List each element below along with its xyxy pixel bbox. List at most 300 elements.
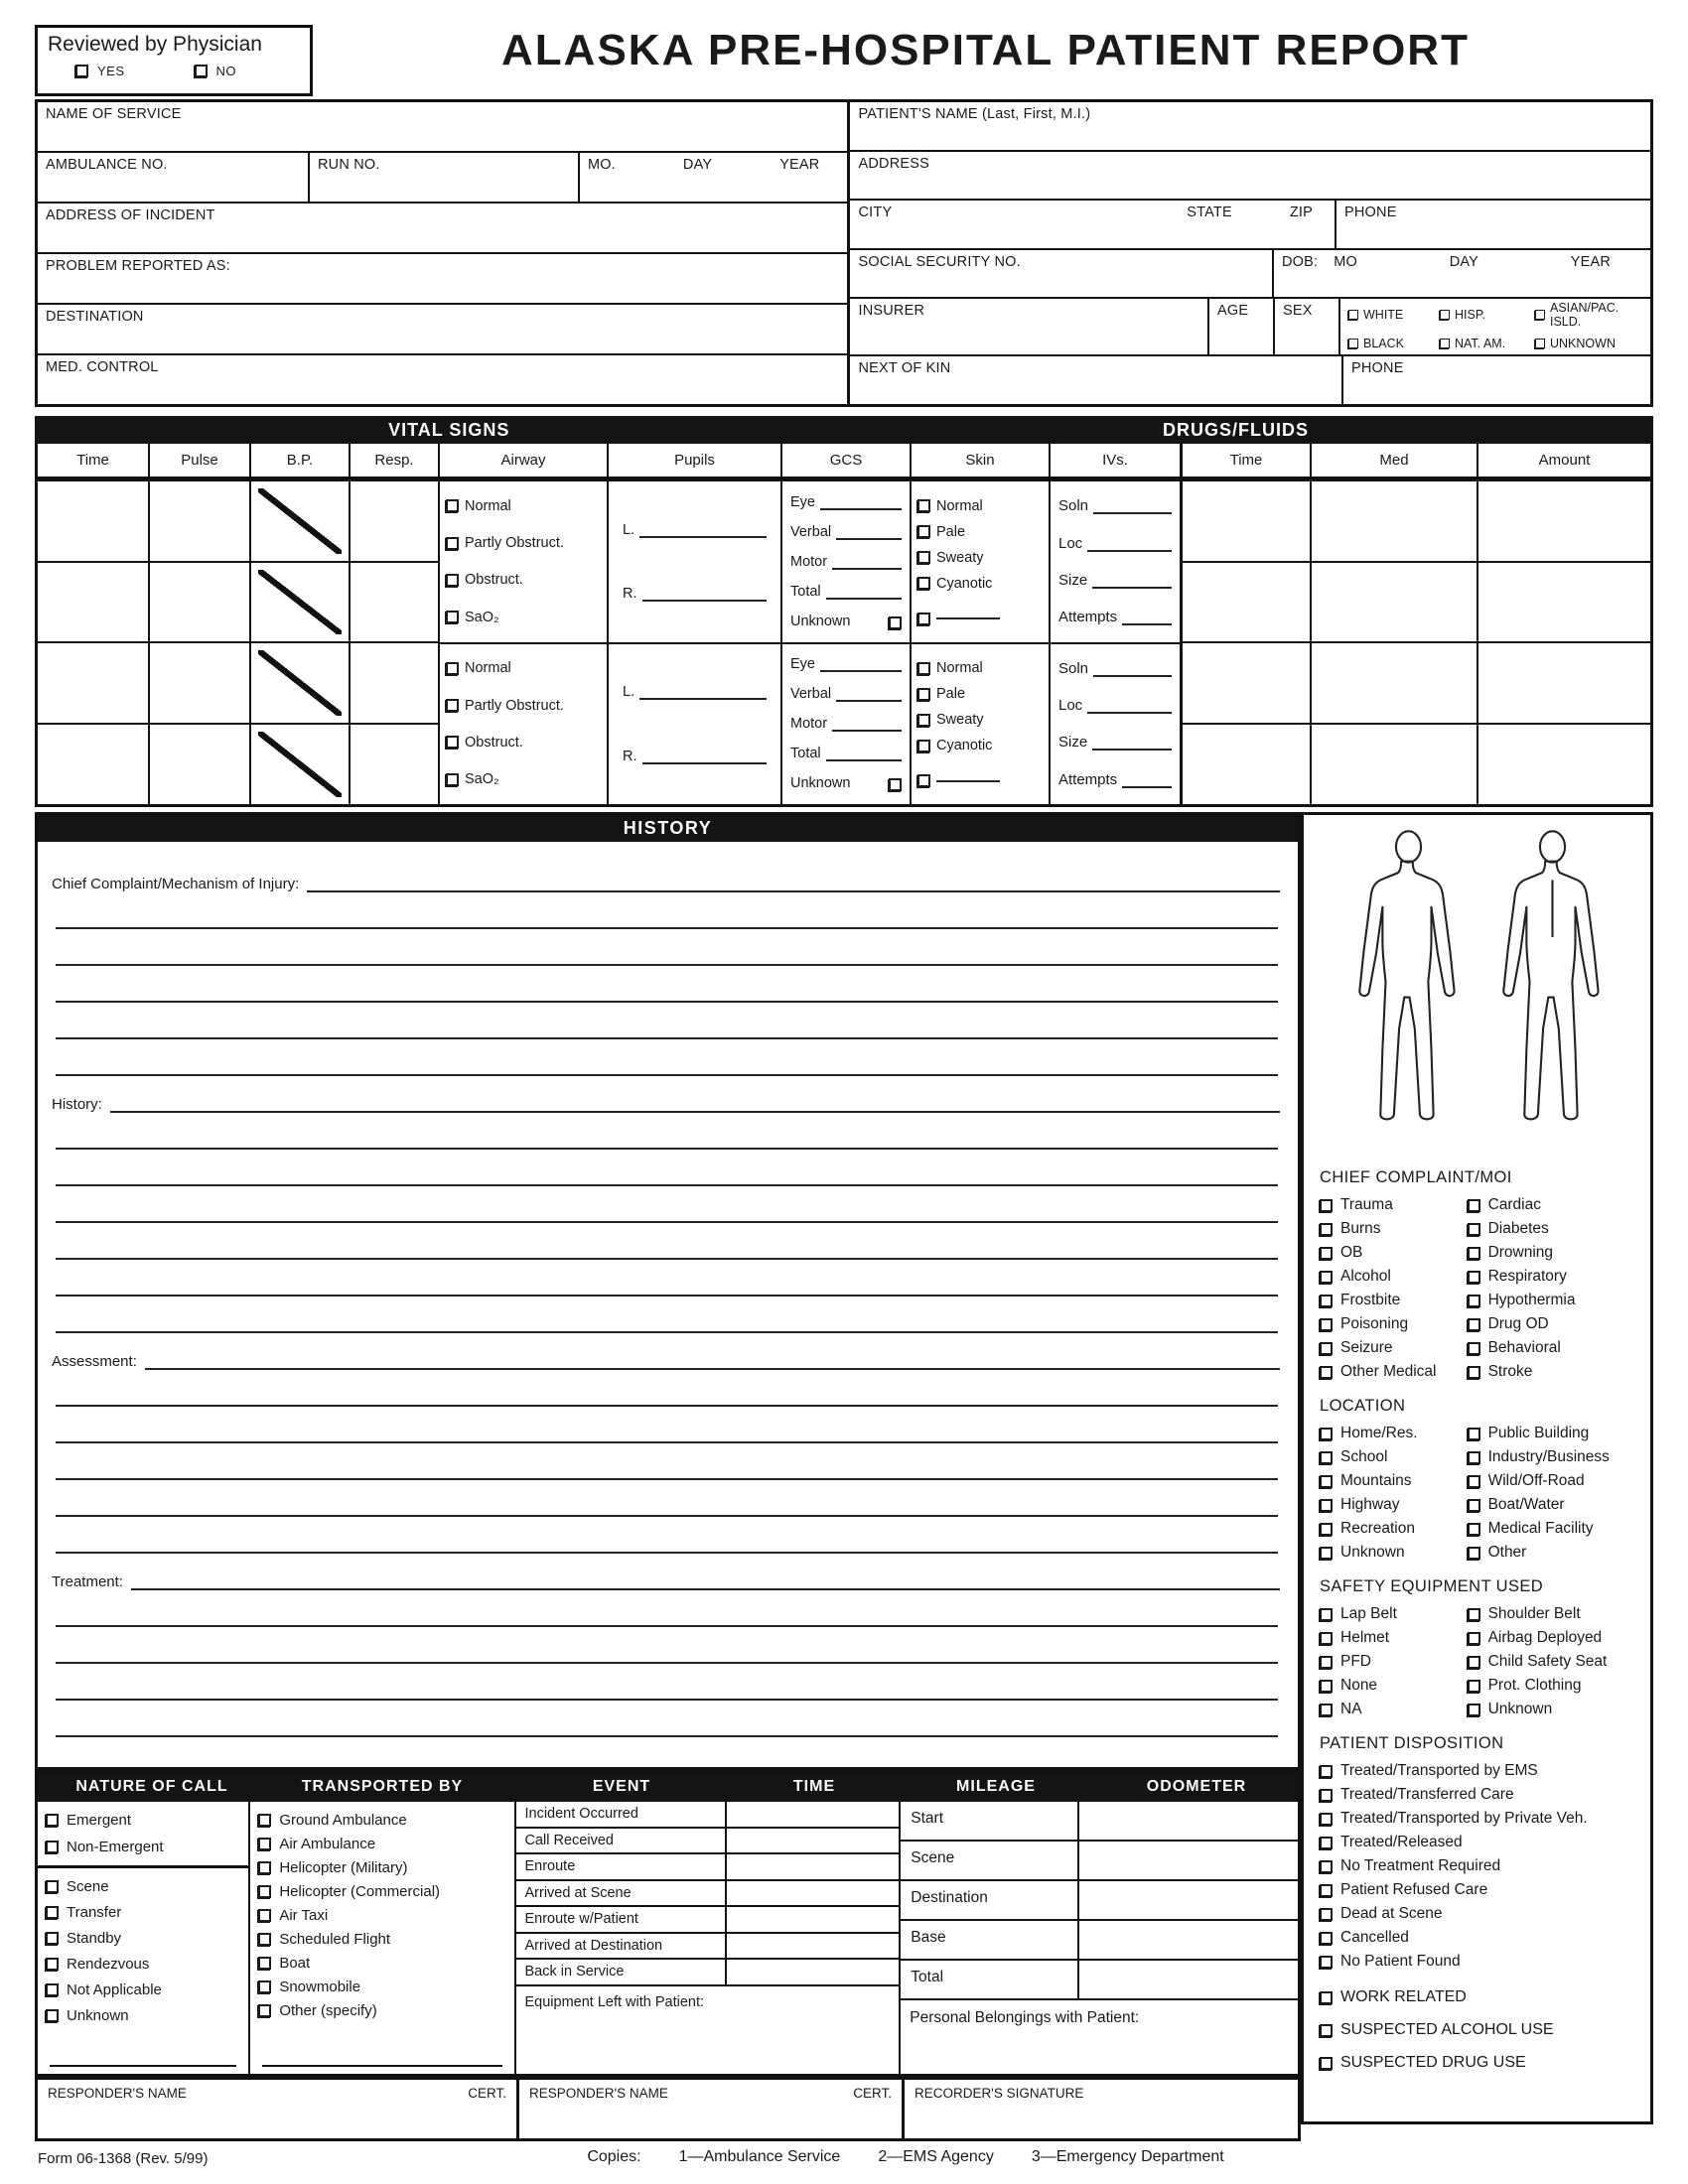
- checkbox-icon[interactable]: [1468, 1428, 1480, 1440]
- iv-field-input[interactable]: [1122, 623, 1172, 625]
- checkbox-icon[interactable]: [46, 1983, 59, 1996]
- airway-option[interactable]: [446, 535, 601, 551]
- checkbox-icon[interactable]: [46, 1841, 59, 1853]
- skin-option[interactable]: [917, 686, 1043, 702]
- checkbox-icon[interactable]: [46, 1932, 59, 1945]
- drug-med-cell[interactable]: [1312, 561, 1477, 642]
- writing-line[interactable]: [56, 1517, 1278, 1554]
- drug-med-cell[interactable]: [1312, 479, 1477, 561]
- responder2-signature-box[interactable]: [516, 2080, 902, 2138]
- airway-option[interactable]: [446, 771, 601, 787]
- ambulance-no-field[interactable]: AMBULANCE NO.: [46, 157, 168, 173]
- chief-complaint-option[interactable]: [1320, 1315, 1468, 1333]
- incident-date-field[interactable]: [578, 153, 847, 202]
- checkbox-icon[interactable]: [1468, 1499, 1480, 1512]
- checkbox-icon[interactable]: [258, 1838, 271, 1850]
- city-state-zip-field[interactable]: [850, 201, 1335, 248]
- race-option[interactable]: [1348, 337, 1440, 350]
- writing-line[interactable]: [56, 1186, 1278, 1223]
- writing-line[interactable]: [56, 1297, 1278, 1333]
- odometer-cell[interactable]: [1077, 1842, 1298, 1879]
- drug-amount-cell[interactable]: [1478, 561, 1650, 642]
- patient-disposition-option[interactable]: [1320, 1953, 1640, 1971]
- nature-option[interactable]: [46, 1904, 240, 1921]
- kin-phone-field[interactable]: PHONE: [1341, 356, 1650, 404]
- chief-complaint-input[interactable]: [307, 890, 1280, 892]
- checkbox-icon[interactable]: [258, 1980, 271, 1993]
- chief-complaint-option[interactable]: [1320, 1292, 1468, 1309]
- airway-option[interactable]: [446, 698, 601, 714]
- chief-complaint-option[interactable]: [1468, 1315, 1640, 1333]
- nature-option[interactable]: [46, 1981, 240, 1998]
- iv-field-input[interactable]: [1092, 749, 1172, 751]
- checkbox-icon[interactable]: [1468, 1608, 1480, 1621]
- vital-bp-cell[interactable]: [251, 641, 349, 723]
- writing-line[interactable]: [56, 1150, 1278, 1186]
- chief-complaint-option[interactable]: [1468, 1244, 1640, 1262]
- transported-by-option[interactable]: [258, 1812, 506, 1829]
- transported-by-option[interactable]: [258, 1979, 506, 1995]
- vital-time-cell[interactable]: [38, 723, 148, 804]
- chief-complaint-option[interactable]: [1468, 1363, 1640, 1381]
- assessment-input[interactable]: [145, 1368, 1280, 1370]
- chief-complaint-option[interactable]: [1468, 1220, 1640, 1238]
- gcs-field-input[interactable]: [836, 700, 902, 702]
- transported-by-option[interactable]: [258, 1836, 506, 1852]
- location-option[interactable]: [1320, 1425, 1468, 1442]
- airway-option[interactable]: [446, 498, 601, 514]
- gcs-field-input[interactable]: [820, 508, 902, 510]
- location-option[interactable]: [1468, 1544, 1640, 1562]
- checkbox-icon[interactable]: [917, 740, 930, 752]
- odometer-cell[interactable]: [1077, 1961, 1298, 1998]
- checkbox-icon[interactable]: [1468, 1366, 1480, 1379]
- checkbox-icon[interactable]: [1320, 1656, 1333, 1669]
- location-option[interactable]: [1468, 1520, 1640, 1538]
- skin-option[interactable]: [917, 660, 1043, 676]
- writing-line[interactable]: [56, 1627, 1278, 1664]
- writing-line[interactable]: [56, 892, 1278, 929]
- writing-line[interactable]: [56, 1590, 1278, 1627]
- patient-address-field[interactable]: ADDRESS: [858, 155, 929, 172]
- writing-line[interactable]: [56, 1003, 1278, 1039]
- checkbox-icon[interactable]: [917, 551, 930, 564]
- destination-field[interactable]: DESTINATION: [46, 309, 144, 325]
- patient-disposition-option[interactable]: [1320, 1762, 1640, 1780]
- patient-disposition-option[interactable]: [1320, 1810, 1640, 1828]
- vital-resp-cell[interactable]: [351, 723, 438, 804]
- checkbox-icon[interactable]: [1468, 1523, 1480, 1536]
- nature-option[interactable]: [46, 1812, 240, 1829]
- location-option[interactable]: [1320, 1520, 1468, 1538]
- skin-other-option[interactable]: [917, 774, 1043, 787]
- skin-other-option[interactable]: [917, 613, 1043, 625]
- checkbox-icon[interactable]: [446, 662, 459, 675]
- reviewed-no-option[interactable]: [195, 64, 237, 78]
- airway-option[interactable]: [446, 610, 601, 625]
- skin-option[interactable]: [917, 498, 1043, 514]
- airway-option[interactable]: [446, 735, 601, 751]
- checkbox-icon[interactable]: [1320, 1499, 1333, 1512]
- checkbox-icon[interactable]: [1535, 310, 1545, 320]
- checkbox-icon[interactable]: [1320, 1199, 1333, 1212]
- race-option[interactable]: [1535, 337, 1642, 350]
- checkbox-icon[interactable]: [917, 499, 930, 512]
- pupil-right-input[interactable]: [642, 762, 768, 764]
- odometer-cell[interactable]: [1077, 1921, 1298, 1959]
- event-time-cell[interactable]: [725, 1802, 899, 1827]
- nature-option[interactable]: [46, 1839, 240, 1855]
- name-of-service-field[interactable]: NAME OF SERVICE: [46, 106, 182, 122]
- checkbox-icon[interactable]: [258, 2004, 271, 2017]
- safety-equipment-option[interactable]: [1320, 1653, 1468, 1671]
- flag-option[interactable]: [1320, 1988, 1640, 2006]
- event-time-cell[interactable]: [725, 1881, 899, 1906]
- writing-line[interactable]: [56, 966, 1278, 1003]
- problem-reported-field[interactable]: PROBLEM REPORTED AS:: [46, 258, 230, 274]
- sex-field[interactable]: SEX: [1273, 299, 1338, 354]
- checkbox-icon[interactable]: [258, 1957, 271, 1970]
- vital-time-cell[interactable]: [38, 479, 148, 561]
- event-time-cell[interactable]: [725, 1854, 899, 1879]
- checkbox-icon[interactable]: [1468, 1475, 1480, 1488]
- transported-by-option[interactable]: [258, 1931, 506, 1948]
- vital-pulse-cell[interactable]: [150, 561, 249, 642]
- checkbox-icon[interactable]: [1320, 2057, 1333, 2070]
- checkbox-icon[interactable]: [46, 1880, 59, 1893]
- chief-complaint-option[interactable]: [1320, 1196, 1468, 1214]
- checkbox-icon[interactable]: [917, 774, 930, 787]
- gcs-field-input[interactable]: [836, 538, 902, 540]
- iv-field-input[interactable]: [1122, 786, 1172, 788]
- event-time-cell[interactable]: [725, 1907, 899, 1932]
- chief-complaint-option[interactable]: [1320, 1220, 1468, 1238]
- checkbox-icon[interactable]: [1320, 1247, 1333, 1260]
- checkbox-icon[interactable]: [258, 1933, 271, 1946]
- writing-line[interactable]: [56, 1113, 1278, 1150]
- checkbox-icon[interactable]: [446, 574, 459, 587]
- location-option[interactable]: [1320, 1448, 1468, 1466]
- checkbox-icon[interactable]: [258, 1814, 271, 1827]
- treatment-input[interactable]: [131, 1588, 1280, 1590]
- checkbox-icon[interactable]: [917, 688, 930, 701]
- checkbox-icon[interactable]: [446, 736, 459, 749]
- chief-complaint-option[interactable]: [1320, 1268, 1468, 1286]
- nature-option[interactable]: [46, 1956, 240, 1973]
- recorder-signature-box[interactable]: [902, 2080, 1298, 2138]
- gcs-field-input[interactable]: [832, 730, 902, 732]
- location-option[interactable]: [1320, 1472, 1468, 1490]
- checkbox-icon[interactable]: [1320, 1956, 1333, 1969]
- dob-field[interactable]: [1272, 250, 1650, 298]
- blank-signature-line[interactable]: [50, 2065, 236, 2067]
- skin-option[interactable]: [917, 576, 1043, 592]
- writing-line[interactable]: [56, 1664, 1278, 1701]
- writing-line[interactable]: [56, 1443, 1278, 1480]
- checkbox-icon[interactable]: [1320, 1608, 1333, 1621]
- checkbox-icon[interactable]: [1468, 1247, 1480, 1260]
- checkbox-icon[interactable]: [446, 611, 459, 623]
- gcs-field-input[interactable]: [826, 759, 902, 761]
- safety-equipment-option[interactable]: [1468, 1677, 1640, 1695]
- patient-disposition-option[interactable]: [1320, 1834, 1640, 1851]
- vital-bp-cell[interactable]: [251, 723, 349, 804]
- location-option[interactable]: [1468, 1472, 1640, 1490]
- checkbox-icon[interactable]: [1468, 1199, 1480, 1212]
- vital-bp-cell[interactable]: [251, 561, 349, 642]
- checkbox-icon[interactable]: [1320, 1991, 1333, 2004]
- skin-option[interactable]: [917, 524, 1043, 540]
- writing-line[interactable]: [56, 1701, 1278, 1737]
- checkbox-icon[interactable]: [1320, 1342, 1333, 1355]
- checkbox-icon[interactable]: [1468, 1318, 1480, 1331]
- patient-disposition-option[interactable]: [1320, 1857, 1640, 1875]
- history-input[interactable]: [110, 1111, 1280, 1113]
- checkbox-icon[interactable]: [1320, 1523, 1333, 1536]
- vital-resp-cell[interactable]: [351, 561, 438, 642]
- chief-complaint-option[interactable]: [1320, 1339, 1468, 1357]
- checkbox-icon[interactable]: [1468, 1223, 1480, 1236]
- vital-resp-cell[interactable]: [351, 641, 438, 723]
- event-time-cell[interactable]: [725, 1829, 899, 1853]
- checkbox-icon[interactable]: [46, 1906, 59, 1919]
- checkbox-icon[interactable]: [917, 613, 930, 625]
- iv-field-input[interactable]: [1092, 587, 1172, 589]
- airway-option[interactable]: [446, 660, 601, 676]
- location-option[interactable]: [1320, 1544, 1468, 1562]
- responder1-signature-box[interactable]: [38, 2080, 516, 2138]
- skin-option[interactable]: [917, 738, 1043, 753]
- checkbox-icon[interactable]: [917, 577, 930, 590]
- checkbox-icon[interactable]: [1468, 1680, 1480, 1693]
- equipment-left-field[interactable]: Equipment Left with Patient:: [524, 1993, 705, 2010]
- writing-line[interactable]: [56, 1223, 1278, 1260]
- safety-equipment-option[interactable]: [1320, 1629, 1468, 1647]
- checkbox-icon[interactable]: [1320, 1765, 1333, 1778]
- gcs-field-input[interactable]: [826, 598, 902, 600]
- vital-bp-cell[interactable]: [251, 479, 349, 561]
- checkbox-icon[interactable]: [1320, 1837, 1333, 1849]
- drug-time-cell[interactable]: [1183, 561, 1310, 642]
- checkbox-icon[interactable]: [75, 65, 88, 77]
- vital-resp-cell[interactable]: [351, 479, 438, 561]
- checkbox-icon[interactable]: [1468, 1547, 1480, 1560]
- nature-option[interactable]: [46, 2007, 240, 2024]
- checkbox-icon[interactable]: [917, 525, 930, 538]
- iv-field-input[interactable]: [1093, 675, 1172, 677]
- checkbox-icon[interactable]: [446, 499, 459, 512]
- checkbox-icon[interactable]: [1440, 339, 1450, 348]
- checkbox-icon[interactable]: [1320, 1451, 1333, 1464]
- checkbox-icon[interactable]: [1320, 1884, 1333, 1897]
- nature-option[interactable]: [46, 1878, 240, 1895]
- pupil-left-input[interactable]: [639, 536, 767, 538]
- safety-equipment-option[interactable]: [1320, 1677, 1468, 1695]
- vital-time-cell[interactable]: [38, 641, 148, 723]
- race-option[interactable]: [1535, 301, 1642, 329]
- checkbox-icon[interactable]: [46, 2009, 59, 2022]
- gcs-field-input[interactable]: [832, 568, 902, 570]
- checkbox-icon[interactable]: [1468, 1271, 1480, 1284]
- airway-option[interactable]: [446, 572, 601, 588]
- vital-time-cell[interactable]: [38, 561, 148, 642]
- race-option[interactable]: [1440, 337, 1535, 350]
- checkbox-icon[interactable]: [446, 537, 459, 550]
- drug-amount-cell[interactable]: [1478, 479, 1650, 561]
- patient-disposition-option[interactable]: [1320, 1905, 1640, 1923]
- transported-by-option[interactable]: [258, 1955, 506, 1972]
- checkbox-icon[interactable]: [917, 662, 930, 675]
- drug-time-cell[interactable]: [1183, 723, 1310, 804]
- blank-signature-line[interactable]: [262, 2065, 502, 2067]
- pupil-right-input[interactable]: [642, 600, 768, 602]
- patient-phone-field[interactable]: PHONE: [1335, 201, 1650, 248]
- checkbox-icon[interactable]: [258, 1885, 271, 1898]
- safety-equipment-option[interactable]: [1468, 1701, 1640, 1718]
- patient-disposition-option[interactable]: [1320, 1881, 1640, 1899]
- chief-complaint-option[interactable]: [1468, 1196, 1640, 1214]
- checkbox-icon[interactable]: [1320, 1475, 1333, 1488]
- checkbox-icon[interactable]: [1468, 1342, 1480, 1355]
- iv-field-input[interactable]: [1087, 712, 1172, 714]
- checkbox-icon[interactable]: [1440, 310, 1450, 320]
- writing-line[interactable]: [56, 1407, 1278, 1443]
- odometer-cell[interactable]: [1077, 1881, 1298, 1919]
- transported-by-option[interactable]: [258, 1883, 506, 1900]
- nature-option[interactable]: [46, 1930, 240, 1947]
- checkbox-icon[interactable]: [1320, 1680, 1333, 1693]
- address-of-incident-field[interactable]: ADDRESS OF INCIDENT: [46, 207, 215, 223]
- drug-time-cell[interactable]: [1183, 479, 1310, 561]
- checkbox-icon[interactable]: [258, 1861, 271, 1874]
- location-option[interactable]: [1320, 1496, 1468, 1514]
- checkbox-icon[interactable]: [1320, 1632, 1333, 1645]
- checkbox-icon[interactable]: [1320, 1932, 1333, 1945]
- race-option[interactable]: [1440, 301, 1535, 329]
- flag-option[interactable]: [1320, 2021, 1640, 2039]
- checkbox-icon[interactable]: [446, 773, 459, 786]
- personal-belongings-field[interactable]: Personal Belongings with Patient:: [910, 2009, 1140, 2026]
- vital-pulse-cell[interactable]: [150, 641, 249, 723]
- checkbox-icon[interactable]: [1320, 1318, 1333, 1331]
- age-field[interactable]: AGE: [1207, 299, 1273, 354]
- event-time-cell[interactable]: [725, 1960, 899, 1984]
- safety-equipment-option[interactable]: [1468, 1605, 1640, 1623]
- writing-line[interactable]: [56, 1260, 1278, 1297]
- safety-equipment-option[interactable]: [1468, 1629, 1640, 1647]
- checkbox-icon[interactable]: [1320, 1271, 1333, 1284]
- writing-line[interactable]: [56, 929, 1278, 966]
- odometer-cell[interactable]: [1077, 1802, 1298, 1840]
- reviewed-yes-option[interactable]: [75, 64, 125, 78]
- skin-other-input[interactable]: [936, 780, 1000, 782]
- safety-equipment-option[interactable]: [1320, 1701, 1468, 1718]
- checkbox-icon[interactable]: [1320, 1908, 1333, 1921]
- iv-field-input[interactable]: [1093, 512, 1172, 514]
- checkbox-icon[interactable]: [1320, 1547, 1333, 1560]
- drug-time-cell[interactable]: [1183, 641, 1310, 723]
- iv-field-input[interactable]: [1087, 550, 1172, 552]
- checkbox-icon[interactable]: [1320, 1704, 1333, 1716]
- location-option[interactable]: [1468, 1425, 1640, 1442]
- insurer-field[interactable]: INSURER: [858, 303, 925, 320]
- body-diagram-front[interactable]: [1351, 825, 1466, 1143]
- location-option[interactable]: [1468, 1448, 1640, 1466]
- checkbox-icon[interactable]: [1468, 1704, 1480, 1716]
- transported-by-option[interactable]: [258, 1907, 506, 1924]
- checkbox-icon[interactable]: [1468, 1656, 1480, 1669]
- checkbox-icon[interactable]: [1320, 1223, 1333, 1236]
- race-option[interactable]: [1348, 301, 1440, 329]
- checkbox-icon[interactable]: [1320, 2024, 1333, 2037]
- chief-complaint-option[interactable]: [1468, 1339, 1640, 1357]
- checkbox-icon[interactable]: [1468, 1451, 1480, 1464]
- event-time-cell[interactable]: [725, 1934, 899, 1959]
- drug-amount-cell[interactable]: [1478, 723, 1650, 804]
- safety-equipment-option[interactable]: [1468, 1653, 1640, 1671]
- writing-line[interactable]: [56, 1370, 1278, 1407]
- patient-disposition-option[interactable]: [1320, 1786, 1640, 1804]
- body-diagram[interactable]: [1320, 825, 1640, 1153]
- transported-by-option[interactable]: [258, 1859, 506, 1876]
- checkbox-icon[interactable]: [1320, 1295, 1333, 1307]
- drug-med-cell[interactable]: [1312, 723, 1477, 804]
- skin-option[interactable]: [917, 550, 1043, 566]
- chief-complaint-option[interactable]: [1320, 1363, 1468, 1381]
- checkbox-icon[interactable]: [46, 1958, 59, 1971]
- checkbox-icon[interactable]: [1320, 1428, 1333, 1440]
- checkbox-icon[interactable]: [1535, 339, 1545, 348]
- flag-option[interactable]: [1320, 2054, 1640, 2072]
- checkbox-icon[interactable]: [46, 1814, 59, 1827]
- chief-complaint-option[interactable]: [1468, 1292, 1640, 1309]
- checkbox-icon[interactable]: [1320, 1366, 1333, 1379]
- gcs-field-input[interactable]: [820, 670, 902, 672]
- ssn-field[interactable]: SOCIAL SECURITY NO.: [858, 253, 1021, 270]
- run-no-field[interactable]: RUN NO.: [308, 153, 578, 202]
- checkbox-icon[interactable]: [889, 778, 902, 791]
- checkbox-icon[interactable]: [1348, 310, 1358, 320]
- patient-disposition-option[interactable]: [1320, 1929, 1640, 1947]
- next-of-kin-field[interactable]: NEXT OF KIN: [858, 360, 951, 377]
- pupil-left-input[interactable]: [639, 698, 767, 700]
- checkbox-icon[interactable]: [1320, 1789, 1333, 1802]
- med-control-field[interactable]: MED. CONTROL: [46, 359, 159, 375]
- checkbox-icon[interactable]: [446, 699, 459, 712]
- writing-line[interactable]: [56, 1039, 1278, 1076]
- safety-equipment-option[interactable]: [1320, 1605, 1468, 1623]
- checkbox-icon[interactable]: [258, 1909, 271, 1922]
- checkbox-icon[interactable]: [1348, 339, 1358, 348]
- body-diagram-back[interactable]: [1495, 825, 1610, 1143]
- checkbox-icon[interactable]: [917, 714, 930, 727]
- checkbox-icon[interactable]: [1320, 1860, 1333, 1873]
- patients-name-field[interactable]: PATIENT'S NAME (Last, First, M.I.): [858, 106, 1091, 122]
- chief-complaint-option[interactable]: [1320, 1244, 1468, 1262]
- checkbox-icon[interactable]: [195, 65, 208, 77]
- drug-med-cell[interactable]: [1312, 641, 1477, 723]
- checkbox-icon[interactable]: [889, 616, 902, 629]
- checkbox-icon[interactable]: [1320, 1813, 1333, 1826]
- transported-by-option[interactable]: [258, 2002, 506, 2019]
- checkbox-icon[interactable]: [1468, 1632, 1480, 1645]
- skin-option[interactable]: [917, 712, 1043, 728]
- location-option[interactable]: [1468, 1496, 1640, 1514]
- skin-other-input[interactable]: [936, 617, 1000, 619]
- writing-line[interactable]: [56, 1480, 1278, 1517]
- checkbox-icon[interactable]: [1468, 1295, 1480, 1307]
- drug-amount-cell[interactable]: [1478, 641, 1650, 723]
